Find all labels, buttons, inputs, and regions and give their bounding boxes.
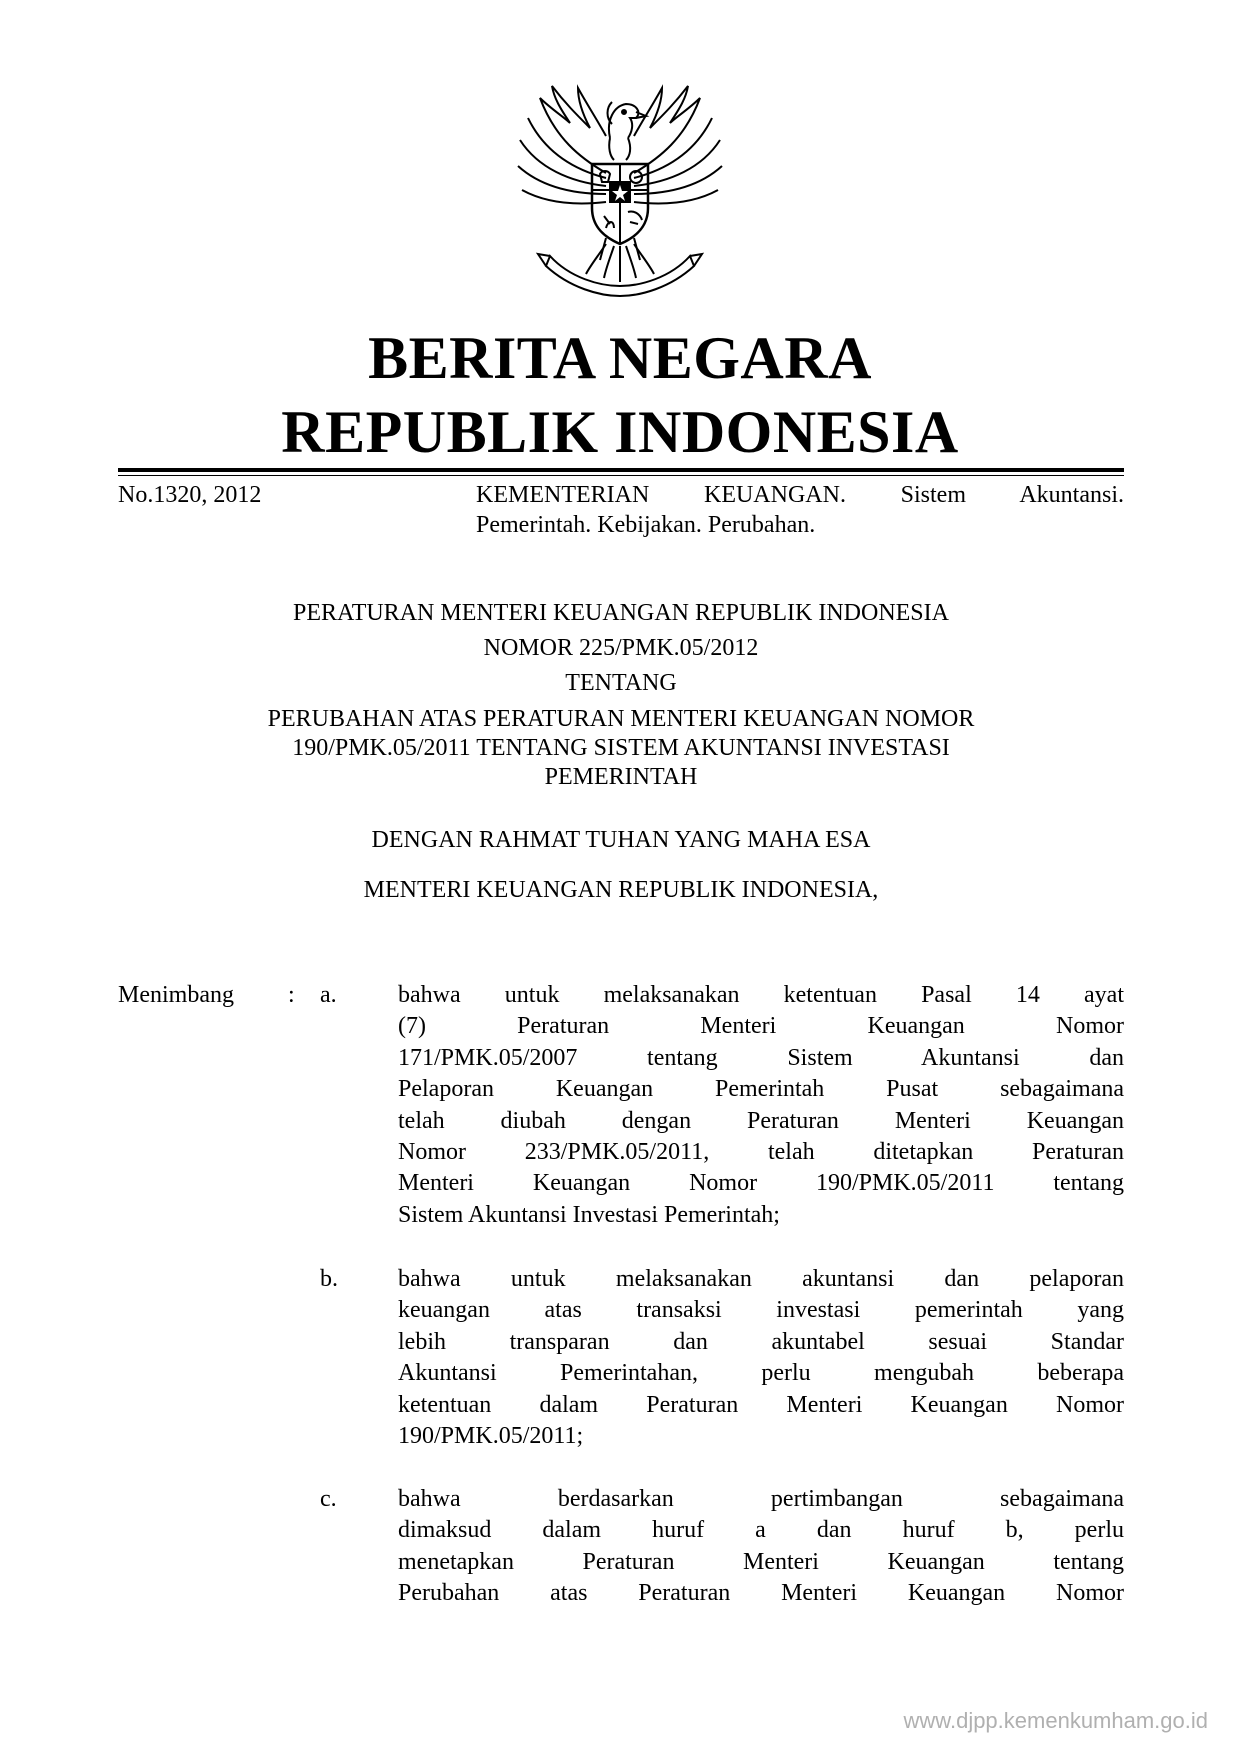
text-line: 190/PMK.05/2011; [398,1423,584,1450]
gazette-topic-line2: Pemerintah. Kebijakan. Perubahan. [476,512,816,538]
text-line: bahwa berdasarkan pertimbangan sebagaimana [398,1486,1124,1512]
text-line: (7) Peraturan Menteri Keuangan Nomor [398,1013,1124,1040]
regulation-subject-line2: 190/PMK.05/2011 TENTANG SISTEM AKUNTANSI INVESTASI [292,735,950,761]
text-line: Pelaporan Keuangan Pemerintah Pusat sebagaimana [398,1076,1124,1103]
masthead-title: BERITA NEGARA [368,325,872,391]
text-line: lebih transparan dan akuntabel sesuai Standar [398,1328,1124,1355]
text-line: keuangan atas transaksi investasi pemerintah yang [398,1297,1124,1324]
preamble-line1: DENGAN RAHMAT TUHAN YANG MAHA ESA [371,827,871,853]
footer-url: www.djpp.kemenkumham.go.id [903,1708,1208,1733]
garuda-pancasila-emblem-icon [510,78,730,302]
text-line: Perubahan atas Peraturan Menteri Keuangan Nomor [398,1580,1124,1607]
item-a-letter: a. [320,982,337,1008]
item-b-letter: b. [320,1266,338,1292]
text-line: telah diubah dengan Peraturan Menteri Keuangan [398,1107,1124,1134]
regulation-title-line1: PERATURAN MENTERI KEUANGAN REPUBLIK INDONESIA [293,600,949,626]
text-line: menetapkan Peraturan Menteri Keuangan tentang [398,1548,1124,1575]
header-rule-thin [118,475,1124,476]
item-c-text [398,1484,1124,1610]
gazette-number: No.1320, 2012 [118,482,262,508]
considering-label: Menimbang [118,982,234,1008]
masthead-subtitle: REPUBLIK INDONESIA [281,399,959,465]
regulation-tentang: TENTANG [565,670,677,696]
item-c-letter: c. [320,1486,337,1512]
regulation-subject-line3: PEMERINTAH [544,764,698,790]
text-line: Akuntansi Pemerintahan, perlu mengubah beberapa [398,1360,1124,1387]
regulation-number: NOMOR 225/PMK.05/2012 [483,635,759,661]
gazette-topic-line1: KEMENTERIAN KEUANGAN. Sistem Akuntansi. [476,482,1124,508]
text-line: Sistem Akuntansi Investasi Pemerintah; [398,1201,780,1228]
text-line: Menteri Keuangan Nomor 190/PMK.05/2011 tentang [398,1170,1124,1197]
text-line: Nomor 233/PMK.05/2011, telah ditetapkan Peraturan [398,1139,1124,1166]
preamble-line2: MENTERI KEUANGAN REPUBLIK INDONESIA, [363,877,879,903]
considering-colon: : [288,982,295,1008]
item-a-text [398,980,1124,1231]
text-line: ketentuan dalam Peraturan Menteri Keuangan Nomor [398,1391,1124,1418]
header-rule-thick [118,468,1124,472]
text-line: bahwa untuk melaksanakan akuntansi dan pelaporan [398,1266,1124,1292]
item-b-text [398,1264,1124,1452]
text-line: 171/PMK.05/2007 tentang Sistem Akuntansi dan [398,1044,1124,1071]
text-line: bahwa untuk melaksanakan ketentuan Pasal 14 ayat [398,982,1124,1008]
text-line: dimaksud dalam huruf a dan huruf b, perlu [398,1517,1124,1544]
regulation-subject-line1: PERUBAHAN ATAS PERATURAN MENTERI KEUANGAN NOMOR [267,706,975,732]
